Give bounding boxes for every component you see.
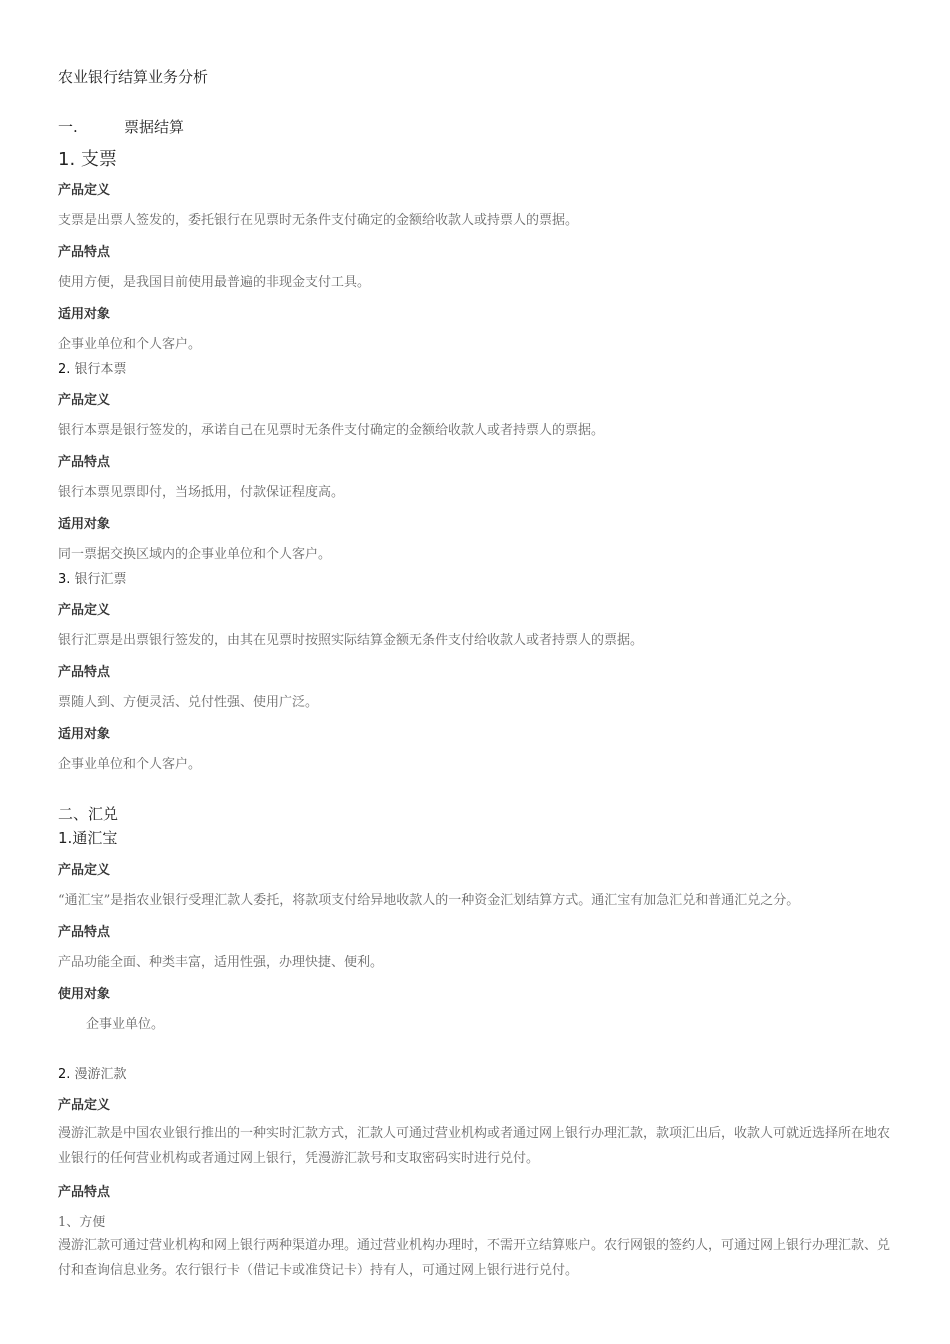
section-1-title: 票据结算 (124, 118, 185, 136)
section-1-number: 一. (58, 118, 78, 136)
bank-draft-def-text: 银行汇票是出票银行签发的，由其在见票时按照实际结算金额无条件支付给收款人或者持票人的票据。 (58, 633, 644, 648)
tonghuibao-feat-text: 产品功能全面、种类丰富，适用性强，办理快捷、便利。 (58, 955, 384, 970)
bank-draft-feat-label: 产品特点 (58, 665, 111, 680)
cheque-feat-label: 产品特点 (58, 245, 111, 260)
cheque-target-label: 适用对象 (58, 307, 111, 322)
bank-draft-target-text: 企事业单位和个人客户。 (58, 757, 202, 772)
cheque-def-text: 支票是出票人签发的，委托银行在见票时无条件支付确定的金额给收款人或持票人的票据。 (58, 213, 579, 228)
tonghuibao-def-label: 产品定义 (58, 863, 111, 878)
item-bank-note-number: 2. (58, 362, 71, 377)
cheque-feat-text: 使用方便，是我国目前使用最普遍的非现金支付工具。 (58, 275, 371, 290)
item-roaming-number: 2. (58, 1067, 71, 1082)
tonghuibao-target-text: 企事业单位。 (86, 1017, 165, 1032)
cheque-target-text: 企事业单位和个人客户。 (58, 337, 202, 352)
tonghuibao-def-text: “通汇宝”是指农业银行受理汇款人委托，将款项支付给异地收款人的一种资金汇划结算方式。通汇宝有加急汇兑和普通汇兑之分。 (58, 893, 800, 908)
roaming-def-label: 产品定义 (58, 1098, 111, 1113)
bank-note-target-text: 同一票据交换区域内的企事业单位和个人客户。 (58, 547, 332, 562)
item-bank-draft-heading (58, 568, 127, 587)
bank-note-target-label: 适用对象 (58, 517, 111, 532)
bank-note-def-text: 银行本票是银行签发的，承诺自己在见票时无条件支付确定的金额给收款人或者持票人的票据。 (58, 423, 605, 438)
item-tonghuibao-number: 1. (58, 829, 73, 847)
roaming-feat-subheading: 1、方便 (58, 1215, 106, 1230)
section-2-heading: 二、汇兑 (58, 805, 119, 823)
item-bank-draft-title: 银行汇票 (74, 572, 127, 587)
bank-note-def-label: 产品定义 (58, 393, 111, 408)
section-1-heading (58, 116, 184, 137)
roaming-feat-label: 产品特点 (58, 1185, 111, 1200)
roaming-def-text: 漫游汇款是中国农业银行推出的一种实时汇款方式，汇款人可通过营业机构或者通过网上银行办理汇款，款项汇出后，收款人可就近选择所在地农业银行的任何营业机构或者通过网上银行，凭漫游汇款号和支取密码实时进行兑付。 (58, 1126, 891, 1166)
bank-draft-def-label: 产品定义 (58, 603, 111, 618)
item-roaming-heading (58, 1063, 127, 1082)
item-cheque-title: 支票 (80, 149, 117, 170)
item-cheque-number: 1. (58, 149, 76, 170)
item-bank-draft-number: 3. (58, 572, 71, 587)
item-roaming-title: 漫游汇款 (74, 1067, 127, 1082)
item-bank-note-heading (58, 358, 127, 377)
item-tonghuibao-heading (58, 827, 117, 848)
document-title: 农业银行结算业务分析 (58, 68, 209, 86)
roaming-feat-text: 漫游汇款可通过营业机构和网上银行两种渠道办理。通过营业机构办理时，不需开立结算账户。农行网银的签约人，可通过网上银行办理汇款、兑付和查询信息业务。农行银行卡（借记卡或准贷记卡）持有人，可通过网上银行进行兑付。 (58, 1238, 891, 1278)
tonghuibao-feat-label: 产品特点 (58, 925, 111, 940)
bank-note-feat-text: 银行本票见票即付，当场抵用，付款保证程度高。 (58, 485, 345, 500)
bank-draft-feat-text: 票随人到、方便灵活、兑付性强、使用广泛。 (58, 695, 319, 710)
item-bank-note-title: 银行本票 (74, 362, 127, 377)
item-tonghuibao-title: 通汇宝 (72, 829, 118, 847)
item-cheque-heading (58, 145, 117, 171)
tonghuibao-target-label: 使用对象 (58, 987, 111, 1002)
bank-note-feat-label: 产品特点 (58, 455, 111, 470)
bank-draft-target-label: 适用对象 (58, 727, 111, 742)
cheque-def-label: 产品定义 (58, 183, 111, 198)
